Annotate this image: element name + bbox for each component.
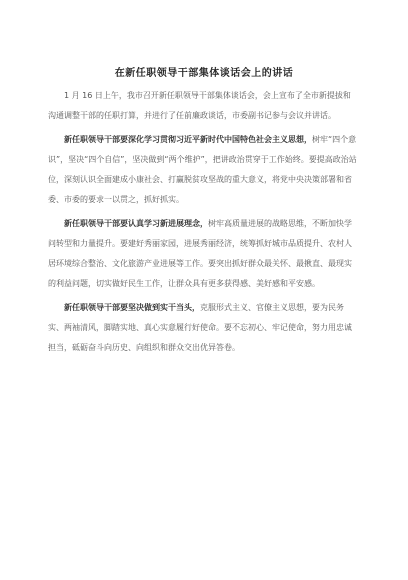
document-title: 在新任职领导干部集体谈话会上的讲话: [114, 68, 294, 79]
paragraph-lead: 新任职领导干部要深化学习贯彻习近平新时代中国特色社会主义思想，: [64, 135, 312, 144]
paragraph: [48, 214, 358, 294]
paragraph-lead: 新任职领导干部要坚决做到实干当头，: [64, 303, 200, 312]
paragraph-text: 树牢“四个意识”，坚决“四个自信”，坚决做到“两个维护”，把讲政治贯穿于工作始终。要提高政治站位，深刻认识全面建成小康社会、打赢脱贫攻坚战的重大意义，将党中央决策部署和省委、市委的要求一以贯之，抓好抓实。: [48, 135, 357, 204]
paragraph-text: 克服形式主义、官僚主义思想，要为民务实、两袖清风，脚踏实地、真心实意履行好使命。要不忘初心、牢记使命，努力用忠诚担当，砥砺奋斗向历史、向组织和群众交出优异答卷。: [48, 303, 352, 352]
paragraph: [48, 130, 358, 210]
paragraph: [48, 298, 358, 358]
paragraph-lead: 新任职领导干部要认真学习新进展理念，: [64, 219, 208, 228]
document-body: [48, 86, 358, 358]
paragraph: [48, 86, 358, 126]
paragraph-text: 1 月 16 日上午，我市召开新任职领导干部集体谈话会，会上宣布了全市新提拔和沟通调整干部的任职打算，并进行了任前廉政谈话，市委副书记参与会议并讲话。: [48, 91, 351, 120]
paragraph-text: 树牢高质量进展的战略思维，不断加快学问转型和力量提升。要建好秀丽家园，进展秀丽经济，统筹抓好城市品质提升、农村人居环境综合整治、文化旅游产业进展等工作。要突出抓好群众最关怀、最揪直、最现实的利益问题，切实做好民生工作，让群众具有更多获得感、美好感和平安感。: [48, 219, 352, 288]
